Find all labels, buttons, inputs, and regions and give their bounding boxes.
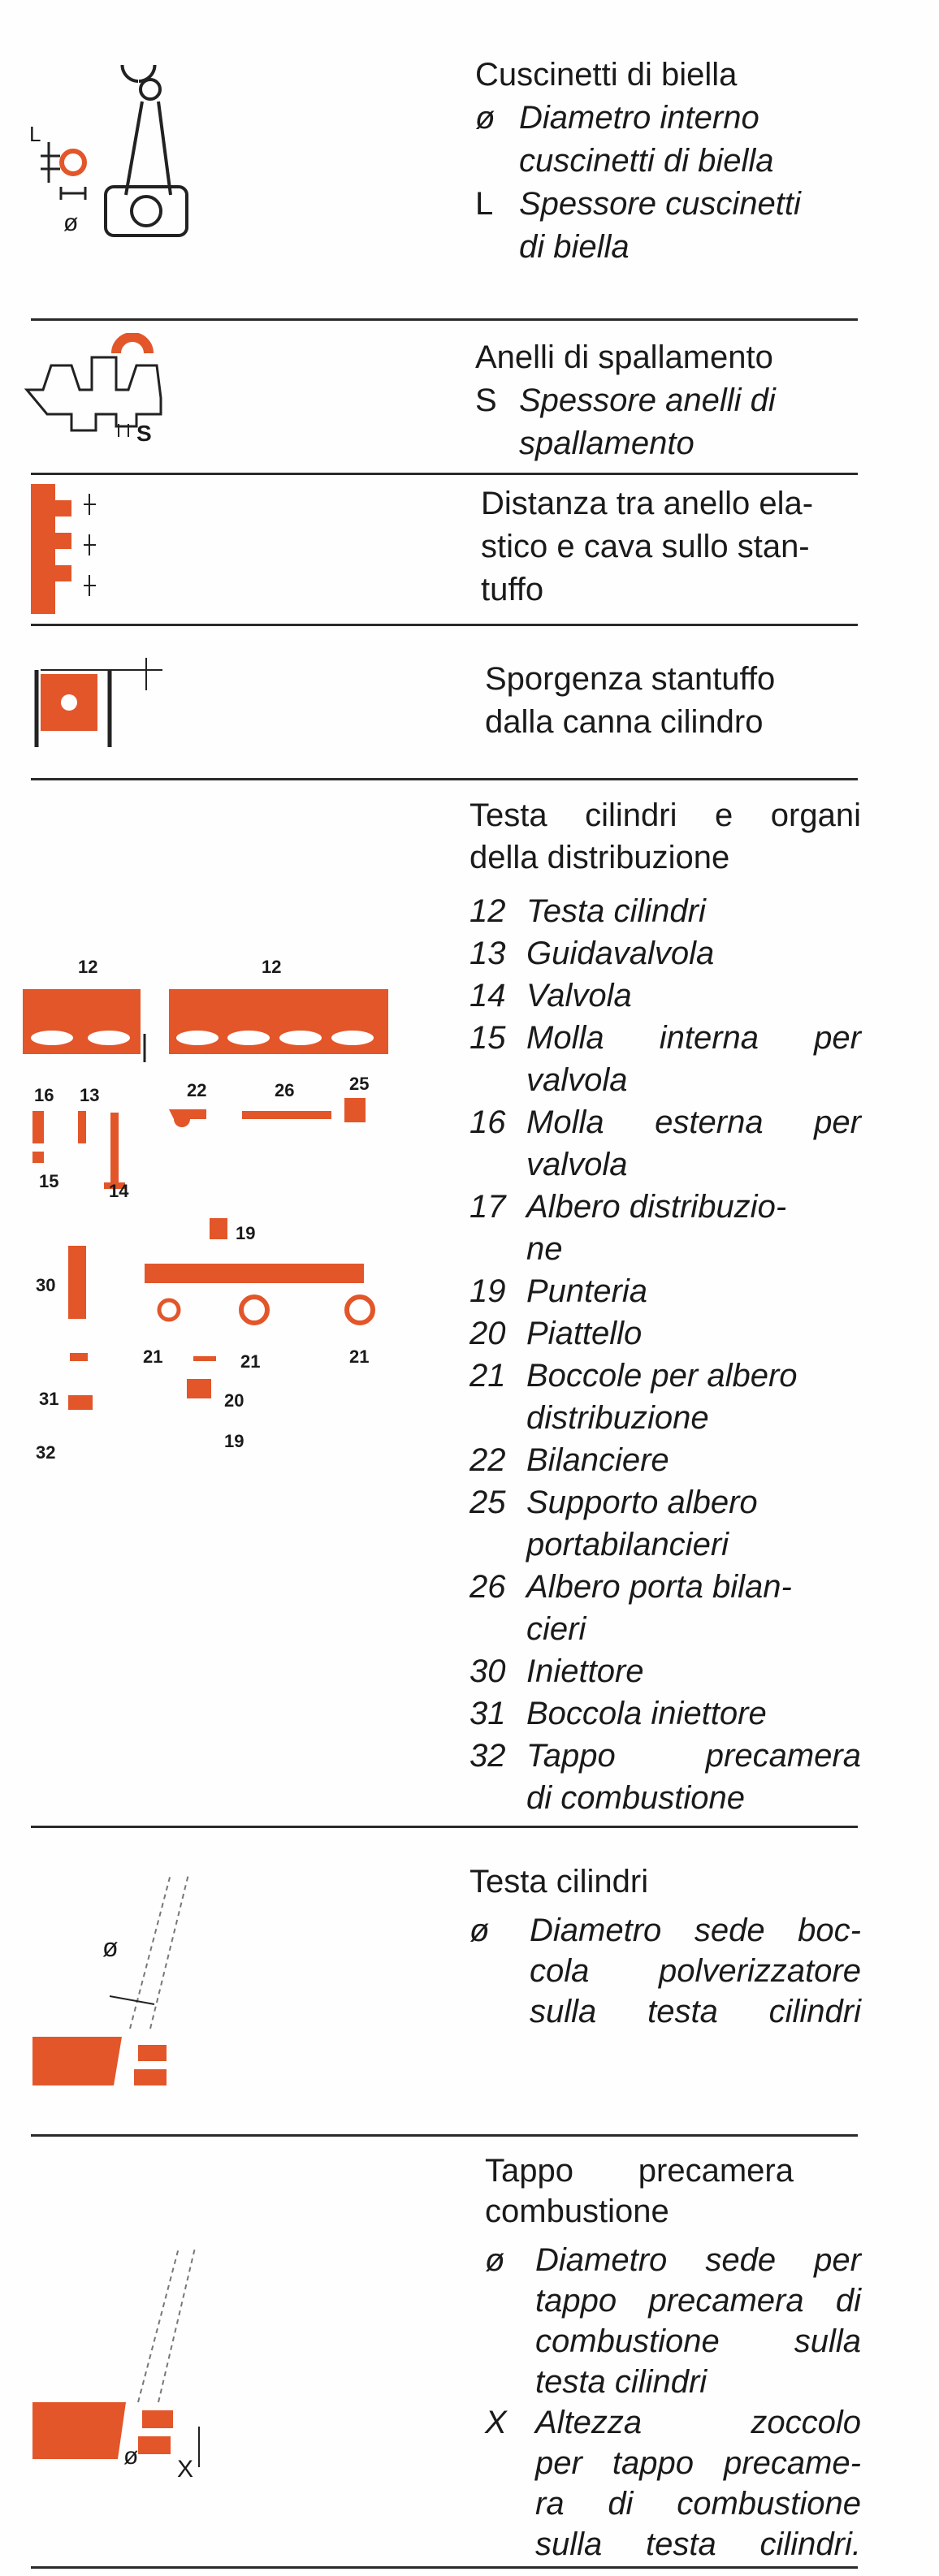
cylinder-head-parts-text: Testa cilindri e organi della distribuzione 12 Testa cilindri 13 Guidavalvola 14 Valvola 15 Molla interna per valvola 16 Molla esterna per valvola 17 Albero distribuzio- ne 19 Punteria 20 Piattello 21 Boccole per albero distribuzione 22 Bilanciere 25 Supporto albero portabilancieri 26 Albero porta bilan- cieri 30 Iniettore 31 Boccola iniettore 32 Tappo precamera di combustione xyxy=(470,794,861,1819)
divider xyxy=(31,2134,858,2137)
parts-list xyxy=(470,890,861,1819)
fig-label-s: S xyxy=(136,421,152,446)
fig-label: 12 xyxy=(262,957,282,977)
item-diameter: ø Diametro sede per tappo precamera di combustione sulla testa cilindri xyxy=(485,2242,861,2400)
list-item: 21 Boccole per albero distribuzione xyxy=(470,1358,798,1436)
fig-label: 26 xyxy=(275,1080,295,1100)
section-title: Anelli di spallamento xyxy=(475,339,773,375)
fig-label: 16 xyxy=(34,1085,54,1105)
list-item: 32 Tappo precamera di combustione xyxy=(470,1738,861,1816)
divider xyxy=(31,2566,858,2569)
fig-label: 30 xyxy=(36,1275,56,1295)
list-item: 31 Boccola iniettore xyxy=(470,1696,767,1731)
fig-label: 19 xyxy=(224,1431,244,1451)
piston-ring-groove-figure xyxy=(31,484,104,622)
fig-label-diameter: ø xyxy=(123,2443,139,2470)
list-item: 30 Iniettore xyxy=(470,1653,644,1689)
injector-seat-figure xyxy=(32,1866,211,2094)
prechamber-seat-figure xyxy=(32,2248,219,2475)
fig-label-l: L xyxy=(29,122,41,146)
fig-label: 19 xyxy=(236,1223,256,1243)
item-thickness: L Spessore cuscinetti di biella xyxy=(475,186,801,265)
fig-label: 22 xyxy=(187,1080,207,1100)
item-diameter: ø Diametro interno cuscinetti di biella xyxy=(475,100,774,179)
piston-protrusion-text: Sporgenza stantuffo dalla canna cilindro xyxy=(485,661,776,740)
ring-gap-text: Distanza tra anello ela- stico e cava sullo stan- tuffo xyxy=(481,486,814,607)
fig-label: 12 xyxy=(78,957,98,977)
fig-label: 31 xyxy=(39,1389,59,1409)
section-title: Cuscinetti di biella xyxy=(475,57,738,93)
list-item: 13 Guidavalvola xyxy=(470,936,715,971)
fig-label: 15 xyxy=(39,1171,59,1191)
list-item: 16 Molla esterna per valvola xyxy=(470,1104,861,1182)
list-item: 19 Punteria xyxy=(470,1273,647,1309)
list-item: 20 Piattello xyxy=(470,1316,643,1351)
fig-label-diameter: ø xyxy=(102,1933,119,1962)
cylinder-head-bore-text: Testa cilindri ø Diametro sede boc- cola polverizzatore sulla testa cilindri xyxy=(470,1861,861,2032)
cylinder-head-parts-figure xyxy=(23,989,405,1444)
fig-label: 20 xyxy=(224,1390,244,1411)
list-item: 14 Valvola xyxy=(470,978,632,1014)
list-item: 15 Molla interna per valvola xyxy=(470,1020,861,1098)
fig-label: 21 xyxy=(143,1346,163,1367)
thrust-rings-text xyxy=(475,336,861,465)
list-item: 17 Albero distribuzio- ne xyxy=(470,1189,787,1267)
divider xyxy=(31,1826,858,1828)
divider xyxy=(31,473,858,475)
item-height: X Altezza zoccolo per tappo precame- ra di combustione sulla testa cilindri. xyxy=(485,2405,861,2562)
list-item: 12 Testa cilindri xyxy=(470,893,706,929)
list-item: 26 Albero porta bilan- cieri xyxy=(470,1569,792,1647)
crankshaft-thrust-figure xyxy=(23,333,185,455)
conrod-bearing-figure xyxy=(24,65,195,252)
fig-label-x: X xyxy=(177,2456,194,2483)
prechamber-plug-text: Tappo precamera combustione ø Diametro sede per tappo precamera di combustione sulla testa cilindri X Altezza zoccolo per tappo precame- ra di combustione sulla testa cilindri. xyxy=(485,2150,861,2565)
fig-label: 25 xyxy=(349,1074,370,1094)
item-thickness: S Spessore anelli di spallamento xyxy=(475,383,776,461)
divider xyxy=(31,318,858,321)
item-diameter: ø Diametro sede boc- cola polverizzatore sulla testa cilindri xyxy=(470,1913,861,2029)
conrod-bearings-text xyxy=(475,54,861,269)
divider xyxy=(31,624,858,626)
list-item: 25 Supporto albero portabilancieri xyxy=(470,1485,758,1562)
fig-label: 21 xyxy=(349,1346,370,1367)
list-item: 22 Bilanciere xyxy=(470,1442,669,1478)
fig-label: 13 xyxy=(80,1085,100,1105)
fig-label-diameter: ø xyxy=(63,210,79,236)
fig-label: 21 xyxy=(240,1351,261,1372)
fig-label: 32 xyxy=(36,1442,56,1463)
piston-protrusion-figure xyxy=(32,658,171,747)
fig-label: 14 xyxy=(109,1181,129,1201)
divider xyxy=(31,778,858,780)
